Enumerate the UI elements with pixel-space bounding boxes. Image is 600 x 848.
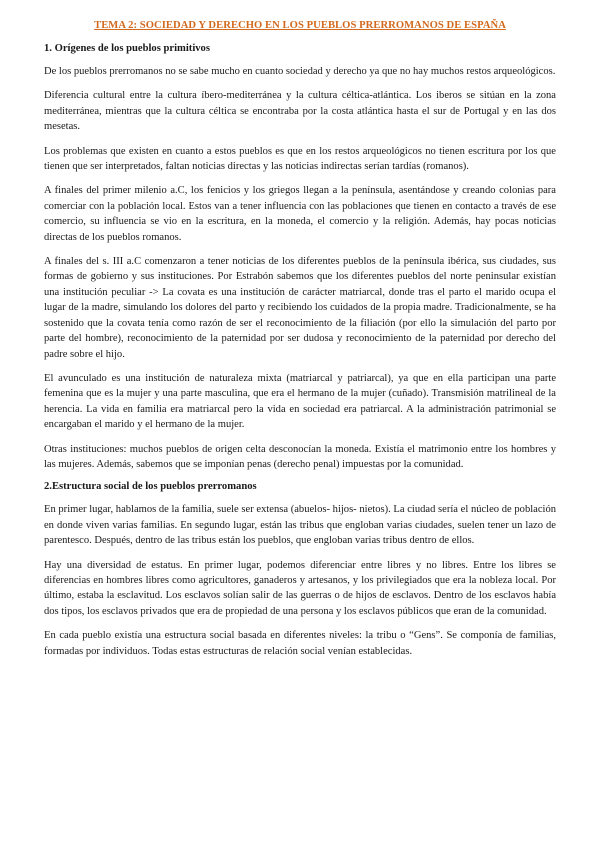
- paragraph: A finales del primer milenio a.C, los fenicios y los griegos llegan a la península, asentándose y creando colonias para comerciar con la población local. Estos van a tener influencia con las poblaciones que tienen en contacto a través de ese comercio, su influencia se vio en la escritura, en la moneda, el comercio y la religión. Además, hay pocas noticias directas de los pueblos romanos.: [44, 185, 556, 243]
- paragraph: En primer lugar, hablamos de la familia, suele ser extensa (abuelos- hijos- nietos). La ciudad sería el núcleo de población en donde viven varias familias. En segundo lugar, están las tribus que engloban varias ciudades, suelen tener un lazo de parentesco. Después, dentro de las tribus están los pueblos, que engloban varias tribus dentro de ellos.: [44, 504, 556, 547]
- section-heading: 2.Estructura social de los pueblos prerromanos: [44, 481, 257, 493]
- section-heading: 1. Orígenes de los pueblos primitivos: [44, 43, 210, 54]
- paragraph: El avunculado es una institución de naturaleza mixta (matriarcal y patriarcal), ya que en ella participan una parte femenina que es la mujer y una parte masculina, que era el hermano de la mujer (cuñado). Transmisión matrilineal de la herencia. La vida en familia era matriarcal pero la vida en sociedad era patriarcal. A la administración patrimonial se encargaban el marido y el hermano de la mujer.: [44, 372, 556, 431]
- document-title: TEMA 2: SOCIEDAD Y DERECHO EN LOS PUEBLOS PRERROMANOS DE ESPAÑA: [94, 20, 506, 31]
- paragraph: Otras instituciones: muchos pueblos de origen celta desconocían la moneda. Existía el matrimonio entre los hombres y las mujeres. Además, sabemos que se imponían penas (derecho penal) impuestas por la comunidad.: [44, 443, 556, 470]
- paragraph: En cada pueblo existía una estructura social basada en diferentes niveles: la tribu o “Gens”. Se componía de familias, formadas por individuos. Todas estas estructuras de relación social venían establecidas.: [44, 630, 556, 657]
- paragraph: Diferencia cultural entre la cultura íbero-mediterránea y la cultura céltica-atlántica. Los iberos se sitúan en la zona mediterránea, mientras que la cultura céltica se encontraba por la costa atlántica hasta el sur de Portugal y en las dos mesetas.: [44, 90, 556, 133]
- paragraph: Hay una diversidad de estatus. En primer lugar, podemos diferenciar entre libres y no libres. Entre los libres se diferencias en hombres libres como agricultores, ganaderos y artesanos, y los privilegiados que era la nobleza local. Por último, estaba la esclavitud. Los esclavos solían salir de las guerras o de hijos de esclavos. Dentro de los esclavos había dos tipos, los esclavos privados que era de propiedad de una persona y los esclavos públicos que eran de la comunidad.: [44, 559, 556, 617]
- section-social-structure: [44, 481, 556, 659]
- paragraph: Los problemas que existen en cuanto a estos pueblos es que en los restos arqueológicos no tienen escritura por los que tienen que ser interpretados, faltan noticias directas y las noticias indirectas serían tardías (romanos).: [44, 145, 556, 173]
- paragraph: De los pueblos prerromanos no se sabe mucho en cuanto sociedad y derecho ya que no hay muchos restos arqueológicos.: [44, 66, 556, 77]
- paragraph: A finales del s. III a.C comenzaron a tener noticias de los diferentes pueblos de la península ibérica, sus ciudades, sus formas de gobierno y sus instituciones. Por Estrabón sabemos que los diferentes pueblos del norte peninsular existían una institución peculiar -> La covata es una institución de carácter matriarcal, donde tras el parto el marido ocupa el lugar de la madre, simulando los dolores del parto y recibiendo los cuidados de la propia madre. Tradicionalmente, se ha sostenido que la covata tenía como razón de ser el reconocimiento de la filiación (por ello la simulación del parto por parte del hombre), reconocimiento de la paternidad por ser dudosa y reconocimiento de la paternidad por derecho del padre sobre el hijo.: [44, 256, 556, 360]
- section-origins: [44, 43, 556, 472]
